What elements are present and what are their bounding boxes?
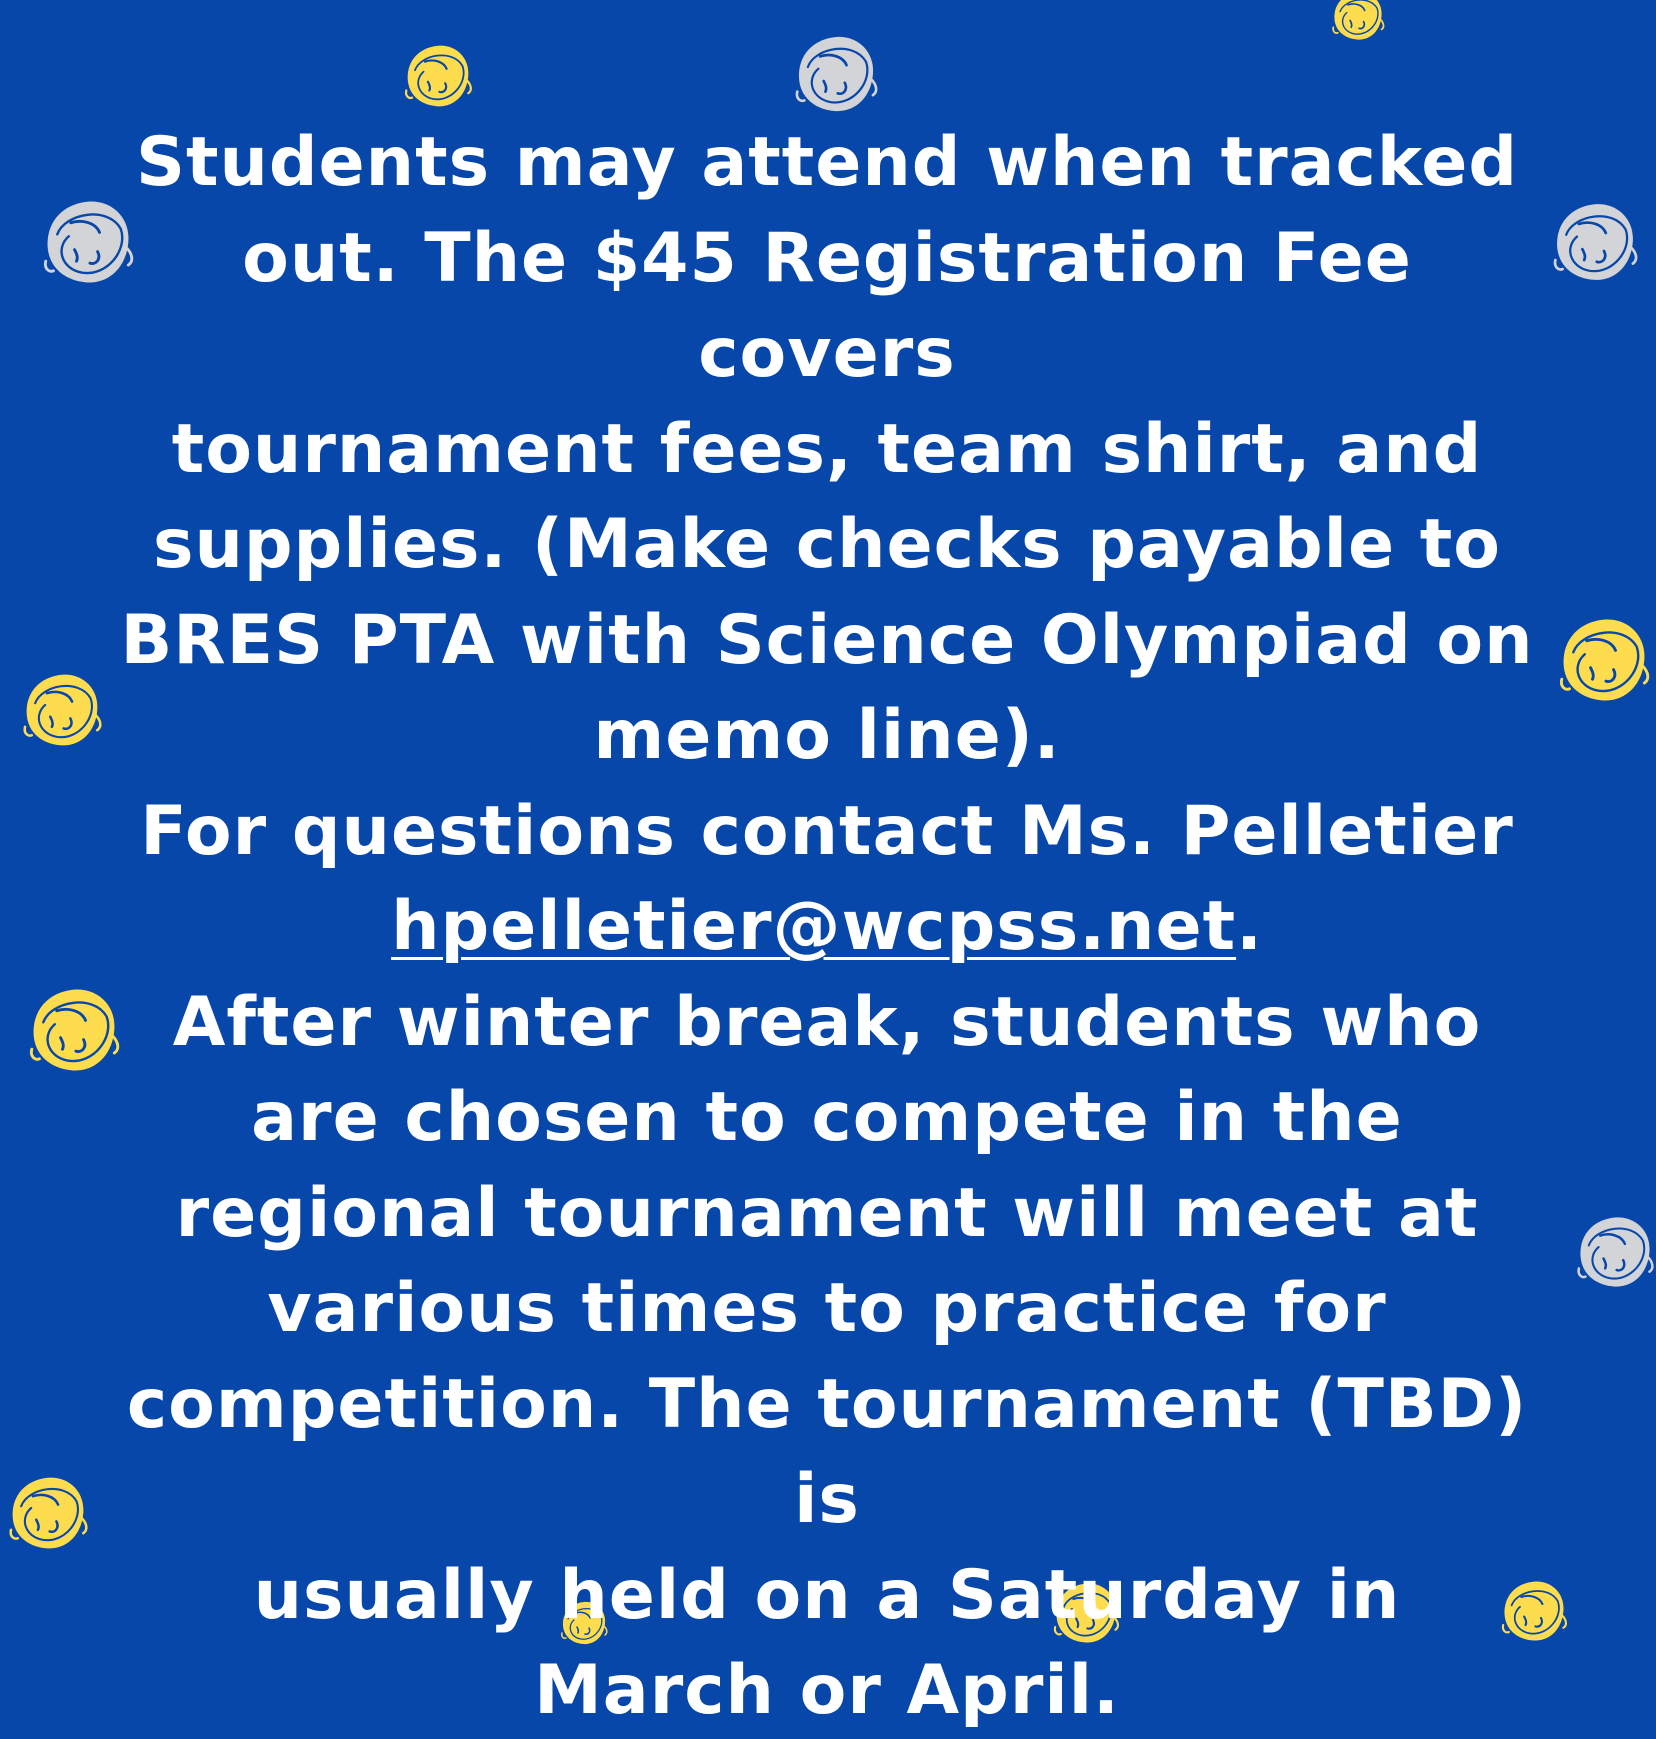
yellow-doodle bbox=[20, 662, 104, 758]
text-line: out. The $45 Registration Fee covers bbox=[242, 218, 1412, 393]
text-line: March or April. bbox=[534, 1651, 1120, 1730]
email-link[interactable]: hpelletier@wcpss.net bbox=[391, 887, 1237, 966]
scribble-dot-icon bbox=[1574, 1204, 1656, 1300]
text-line: BRES PTA with Science Olympiad on bbox=[120, 600, 1534, 680]
text-line: memo line). bbox=[593, 696, 1061, 775]
gray-doodle bbox=[792, 24, 880, 124]
yellow-doodle bbox=[1556, 608, 1652, 712]
yellow-doodle bbox=[26, 978, 122, 1082]
scribble-dot-icon bbox=[1550, 192, 1640, 292]
text-line: competition. The tournament (TBD) is bbox=[126, 1364, 1528, 1539]
text-line: various times to practice for bbox=[267, 1269, 1387, 1348]
contact-paragraph bbox=[110, 784, 1544, 975]
gray-doodle bbox=[1574, 1204, 1656, 1300]
scribble-dot-icon bbox=[393, 40, 483, 112]
text-line: tournament fees, team shirt, and bbox=[171, 409, 1483, 489]
yellow-doodle bbox=[393, 40, 483, 112]
scribble-dot-icon bbox=[26, 978, 122, 1082]
text-line: regional tournament will meet at bbox=[175, 1173, 1479, 1253]
text-line: For questions contact Ms. Pelletier bbox=[140, 791, 1514, 871]
scribble-dot-icon bbox=[792, 24, 880, 124]
registration-paragraph bbox=[110, 115, 1544, 784]
text-line: usually held on a Saturday in bbox=[253, 1555, 1401, 1635]
yellow-doodle bbox=[1316, 0, 1400, 44]
scribble-dot-icon bbox=[1316, 0, 1400, 44]
email-suffix: . bbox=[1236, 887, 1263, 966]
gray-doodle bbox=[1550, 192, 1640, 292]
text-line: supplies. (Make checks payable to bbox=[153, 505, 1501, 584]
scribble-dot-icon bbox=[6, 1470, 90, 1556]
text-line: are chosen to compete in the bbox=[251, 1078, 1403, 1157]
flyer-text-block bbox=[110, 115, 1544, 1739]
tournament-paragraph bbox=[110, 975, 1544, 1739]
scribble-dot-icon bbox=[1556, 608, 1652, 712]
yellow-doodle bbox=[6, 1470, 90, 1556]
scribble-dot-icon bbox=[20, 662, 104, 758]
text-line: Students may attend when tracked bbox=[135, 123, 1519, 202]
text-line: After winter break, students who bbox=[172, 982, 1482, 1062]
